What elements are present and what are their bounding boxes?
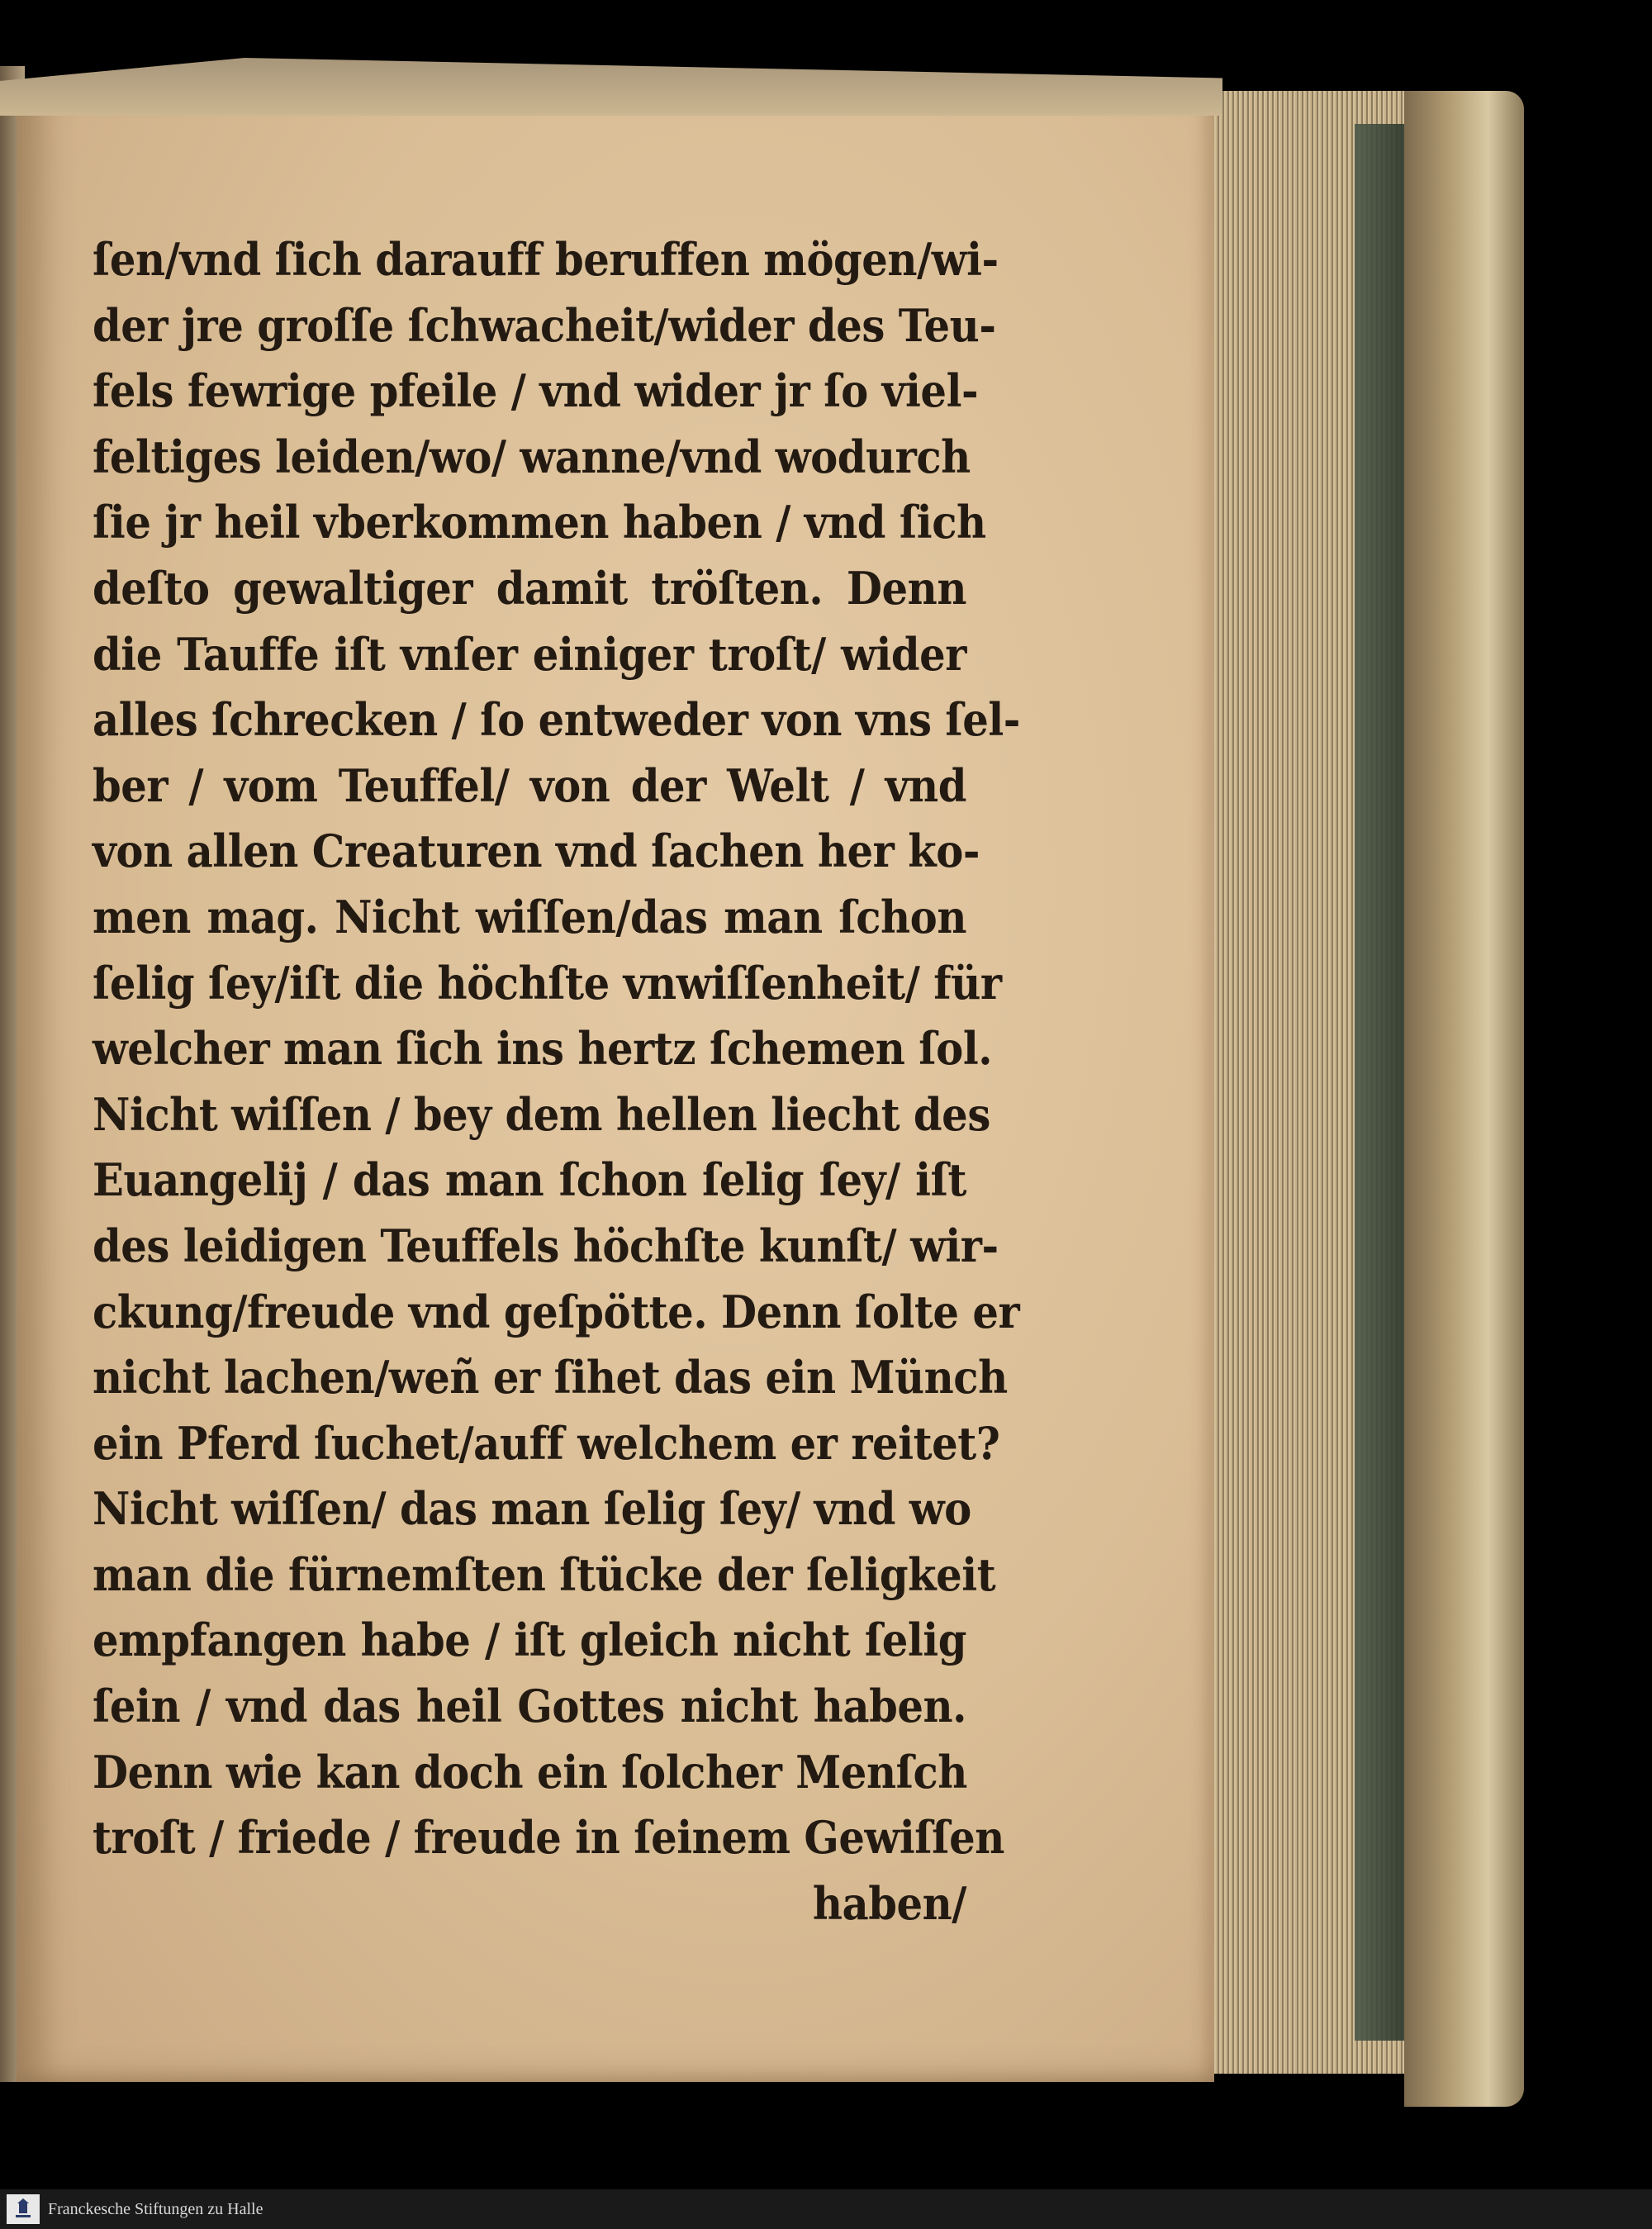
- footer-bar: [0, 2189, 1652, 2229]
- text-line: ſie jr heil vberkommen haben / vnd ſich: [93, 496, 986, 549]
- text-line: ber / vom Teuffel/ von der Welt / vnd: [93, 758, 966, 812]
- text-line: Euangelij / das man ſchon ſelig ſey/ iſt: [93, 1153, 966, 1207]
- text-line: deſto gewaltiger damit tröſten. Denn: [93, 561, 966, 615]
- book-cover: [1404, 91, 1524, 2107]
- book-page: [17, 83, 1214, 2082]
- text-line: empfangen habe / iſt gleich nicht ſelig: [93, 1614, 966, 1667]
- text-line: Denn wie kan doch ein ſolcher Menſch: [93, 1745, 967, 1799]
- text-line: Nicht wiſſen / bey dem hellen liecht des: [93, 1087, 990, 1141]
- text-line: alles ſchrecken / ſo entweder von vns ſel-: [93, 693, 1020, 747]
- institution-label: Franckesche Stiftungen zu Halle: [48, 2200, 263, 2218]
- text-line: ſelig ſey/iſt die höchſte vnwiſſenheit/ für: [93, 956, 1002, 1010]
- text-line: welcher man ſich ins hertz ſchemen ſol.: [93, 1022, 993, 1076]
- text-line: die Tauffe iſt vnſer einiger troſt/ wider: [93, 627, 966, 681]
- text-line: ſein / vnd das heil Gottes nicht haben.: [93, 1680, 966, 1733]
- text-line: feltiges leiden/wo/ wanne/vnd wodurch: [93, 430, 971, 483]
- text-line: troſt / friede / freude in ſeinem Gewiſſen: [93, 1811, 1004, 1865]
- francke-foundation-logo-icon: [7, 2194, 40, 2224]
- text-line: men mag. Nicht wiſſen/das man ſchon: [93, 890, 966, 943]
- text-line: ſen/vnd ſich darauff beruffen mögen/wi-: [93, 233, 999, 286]
- text-line: ein Pferd ſuchet/auff welchem er reitet?: [93, 1416, 1000, 1470]
- text-line: nicht lachen/weñ er ſihet das ein Münch: [93, 1351, 1008, 1404]
- text-line: ckung/freude vnd geſpötte. Denn ſolte er: [93, 1285, 1020, 1338]
- text-line: Nicht wiſſen/ das man ſelig ſey/ vnd wo: [93, 1482, 971, 1536]
- text-line: der jre groſſe ſchwacheit/wider des Teu-: [93, 298, 996, 352]
- text-line: man die fürnemſten ſtücke der ſeligkeit: [93, 1547, 996, 1601]
- text-line: fels fewrige pfeile / vnd wider jr ſo viel-: [93, 364, 979, 418]
- page-text-block: [93, 227, 1020, 1937]
- catchword: haben/: [812, 1876, 966, 1930]
- text-line: von allen Creaturen vnd ſachen her ko-: [93, 825, 980, 878]
- text-line: des leidigen Teuffels höchſte kunſt/ wir-: [93, 1219, 999, 1272]
